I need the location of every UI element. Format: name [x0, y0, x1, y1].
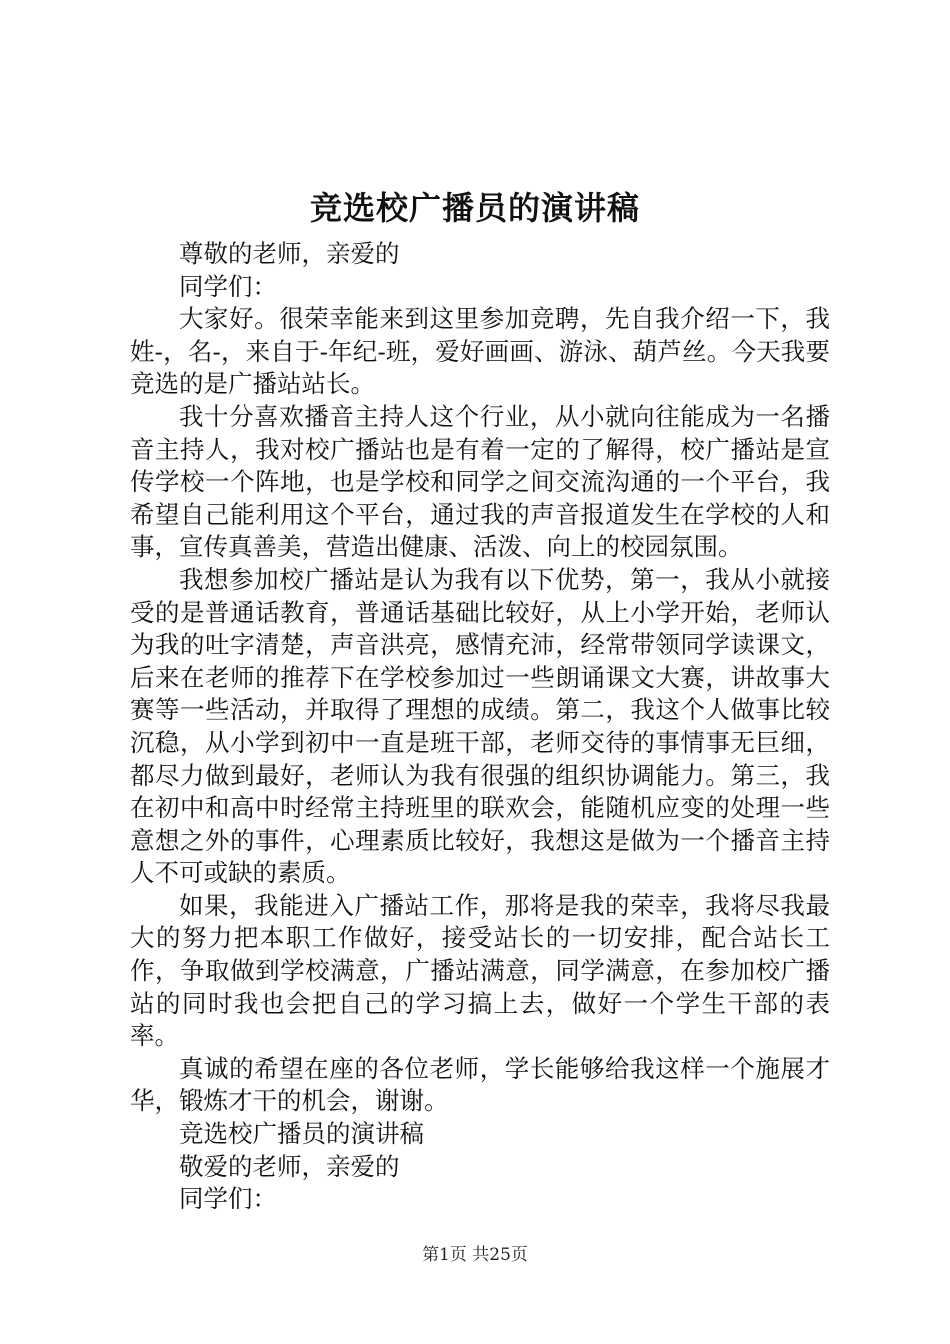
paragraph-commitment: 如果，我能进入广播站工作，那将是我的荣幸，我将尽我最大的努力把本职工作做好，接受站长的一切安排，配合站长工作，争取做到学校满意，广播站满意，同学满意，在参加校广播站的同时我也会把自己的学习搞上去，做好一个学生干部的表率。	[130, 890, 830, 1051]
paragraph-motivation: 我十分喜欢播音主持人这个行业，从小就向往能成为一名播音主持人，我对校广播站也是有着一定的了解得，校广播站是宣传学校一个阵地，也是学校和同学之间交流沟通的一个平台，我希望自己能利用这个平台，通过我的声音报道发生在学校的人和事，宣传真善美，营造出健康、活泼、向上的校园氛围。	[130, 401, 830, 562]
second-salutation-line-2: 同学们：	[179, 1184, 277, 1214]
page-number-footer: 第1页 共25页	[422, 1245, 528, 1265]
second-salutation-line-1: 敬爱的老师，亲爱的	[179, 1151, 400, 1181]
paragraph-closing: 真诚的希望在座的各位老师，学长能够给我这样一个施展才华，锻炼才干的机会，谢谢。	[130, 1053, 830, 1116]
paragraph-introduction: 大家好。很荣幸能来到这里参加竞聘，先自我介绍一下，我姓-，名-，来自于-年纪-班，爱好画画、游泳、葫芦丝。今天我要竞选的是广播站站长。	[130, 304, 830, 399]
paragraph-advantages: 我想参加校广播站是认为我有以下优势，第一，我从小就接受的是普通话教育，普通话基础比较好，从上小学开始，老师认为我的吐字清楚，声音洪亮，感情充沛，经常带领同学读课文，后来在老师的推荐下在学校参加过一些朗诵课文大赛，讲故事大赛等一些活动，并取得了理想的成绩。第二，我这个人做事比较沉稳，从小学到初中一直是班干部，老师交待的事情事无巨细，都尽力做到最好，老师认为我有很强的组织协调能力。第三，我在初中和高中时经常主持班里的联欢会，能随机应变的处理一些意想之外的事件，心理素质比较好，我想这是做为一个播音主持人不可或缺的素质。	[130, 564, 830, 888]
document-title: 竞选校广播员的演讲稿	[309, 189, 640, 227]
repeated-title-line: 竞选校广播员的演讲稿	[179, 1119, 424, 1149]
document-body	[130, 238, 830, 1216]
salutation-line-1: 尊敬的老师，亲爱的	[179, 239, 400, 268]
salutation-line-2: 同学们：	[179, 271, 277, 301]
